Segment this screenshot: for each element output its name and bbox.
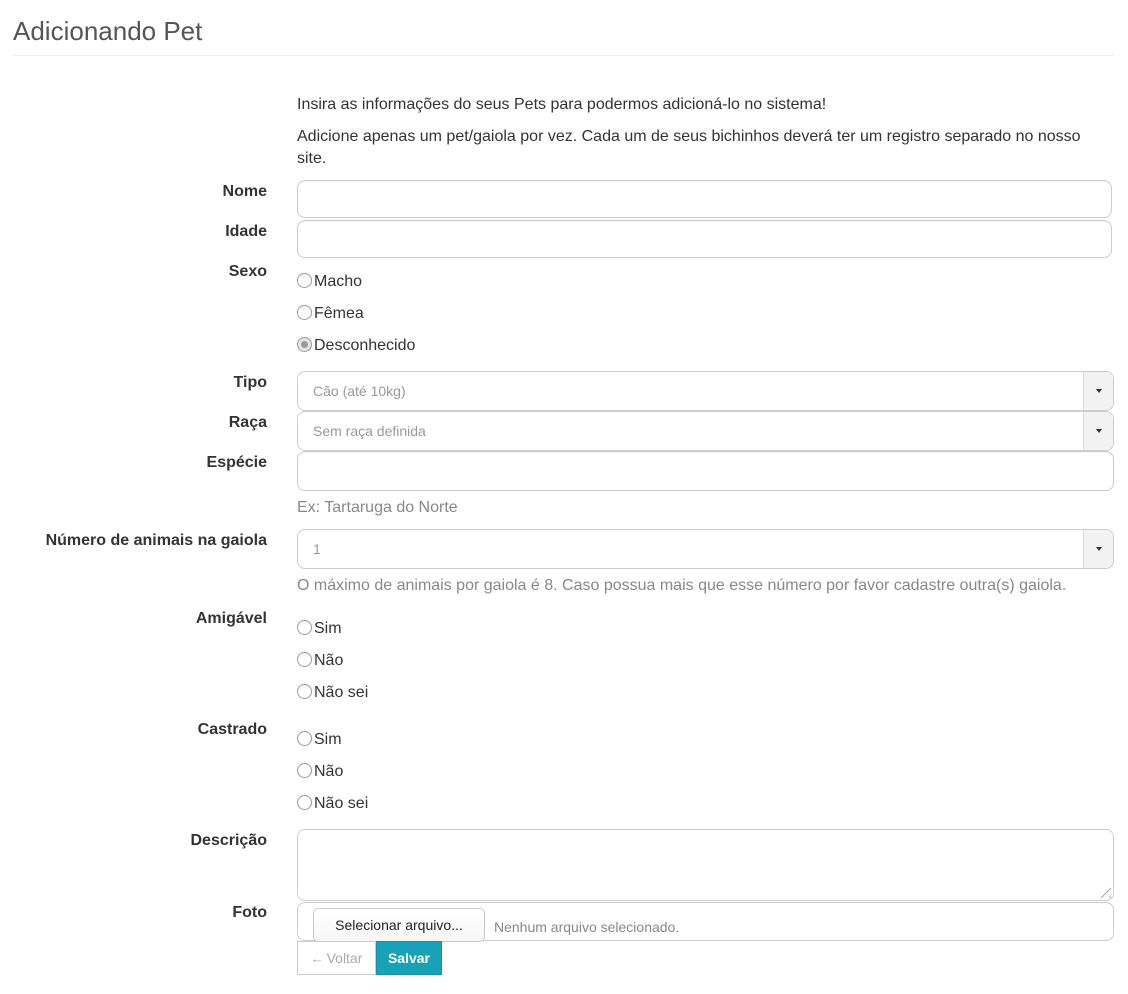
file-status: Nenhum arquivo selecionado.: [494, 919, 680, 935]
arrow-left-icon: ←: [310, 950, 324, 966]
intro-note: Adicione apenas um pet/gaiola por vez. Cada um de seus bichinhos deverá ter um registro separado no nosso site.: [297, 128, 1081, 167]
especie-label: Espécie: [206, 454, 267, 471]
especie-input[interactable]: [297, 451, 1114, 491]
radio-button[interactable]: [297, 795, 312, 810]
especie-help: Ex: Tartaruga do Norte: [297, 499, 458, 516]
numero-animais-help: O máximo de animais por gaiola é 8. Caso possua mais que esse número por favor cadastre outra(s) gaiola.: [297, 577, 1067, 594]
numero-animais-label: Número de animais na gaiola: [45, 532, 267, 549]
radio-button[interactable]: [297, 305, 312, 320]
radio-label: Não sei: [314, 684, 369, 701]
castrado-option-nao-sei[interactable]: [297, 794, 368, 814]
radio-label: Fêmea: [314, 305, 364, 322]
radio-button[interactable]: [297, 620, 312, 635]
sexo-option-femea[interactable]: [297, 304, 364, 324]
sexo-label: Sexo: [228, 263, 267, 280]
raca-select[interactable]: [297, 411, 1114, 451]
page-title: Adicionando Pet: [13, 16, 203, 46]
radio-label: Macho: [314, 273, 363, 290]
radio-button[interactable]: [297, 763, 312, 778]
amigavel-label: Amigável: [195, 610, 267, 627]
caret-down-icon: [1096, 389, 1102, 393]
tipo-selected-value: Cão (até 10kg): [313, 383, 406, 399]
tipo-label: Tipo: [233, 374, 267, 391]
idade-input[interactable]: [297, 220, 1112, 258]
radio-label: Sim: [314, 620, 342, 637]
caret-down-icon: [1096, 547, 1102, 551]
amigavel-option-nao-sei[interactable]: [297, 683, 368, 703]
foto-file-input[interactable]: [297, 902, 1114, 941]
intro-text: Insira as informações do seus Pets para podermos adicioná-lo no sistema!: [297, 96, 827, 113]
foto-label: Foto: [232, 904, 267, 921]
descricao-textarea[interactable]: [297, 829, 1114, 901]
back-button[interactable]: [297, 941, 376, 975]
castrado-option-nao[interactable]: [297, 762, 343, 782]
radio-label: Não: [314, 652, 344, 669]
radio-button[interactable]: [297, 684, 312, 699]
castrado-label: Castrado: [197, 721, 267, 738]
raca-selected-value: Sem raça definida: [313, 423, 426, 439]
radio-button[interactable]: [297, 652, 312, 667]
sexo-option-desconhecido[interactable]: [297, 336, 415, 356]
radio-button-checked[interactable]: [297, 337, 312, 352]
sexo-option-macho[interactable]: [297, 272, 362, 292]
caret-down-icon: [1096, 429, 1102, 433]
amigavel-option-nao[interactable]: [297, 651, 343, 671]
radio-label: Não: [314, 763, 344, 780]
select-file-button[interactable]: Selecionar arquivo...: [313, 908, 485, 942]
idade-label: Idade: [225, 223, 267, 240]
amigavel-option-sim[interactable]: [297, 619, 342, 639]
tipo-select[interactable]: [297, 371, 1114, 411]
radio-button[interactable]: [297, 731, 312, 746]
back-label: Voltar: [326, 950, 363, 966]
dropdown-toggle[interactable]: [1083, 412, 1113, 450]
dropdown-toggle[interactable]: [1083, 530, 1113, 568]
raca-label: Raça: [228, 414, 267, 431]
radio-label: Desconhecido: [314, 337, 416, 354]
save-button[interactable]: Salvar: [376, 941, 442, 975]
radio-button[interactable]: [297, 273, 312, 288]
radio-label: Sim: [314, 731, 342, 748]
castrado-option-sim[interactable]: [297, 730, 342, 750]
resize-handle-icon[interactable]: [1095, 882, 1111, 898]
nome-input[interactable]: [297, 180, 1112, 218]
title-divider: [13, 55, 1114, 56]
numero-animais-value: 1: [313, 541, 321, 557]
numero-animais-select[interactable]: [297, 529, 1114, 569]
nome-label: Nome: [222, 183, 267, 200]
descricao-label: Descrição: [190, 832, 267, 849]
dropdown-toggle[interactable]: [1083, 372, 1113, 410]
radio-label: Não sei: [314, 795, 369, 812]
